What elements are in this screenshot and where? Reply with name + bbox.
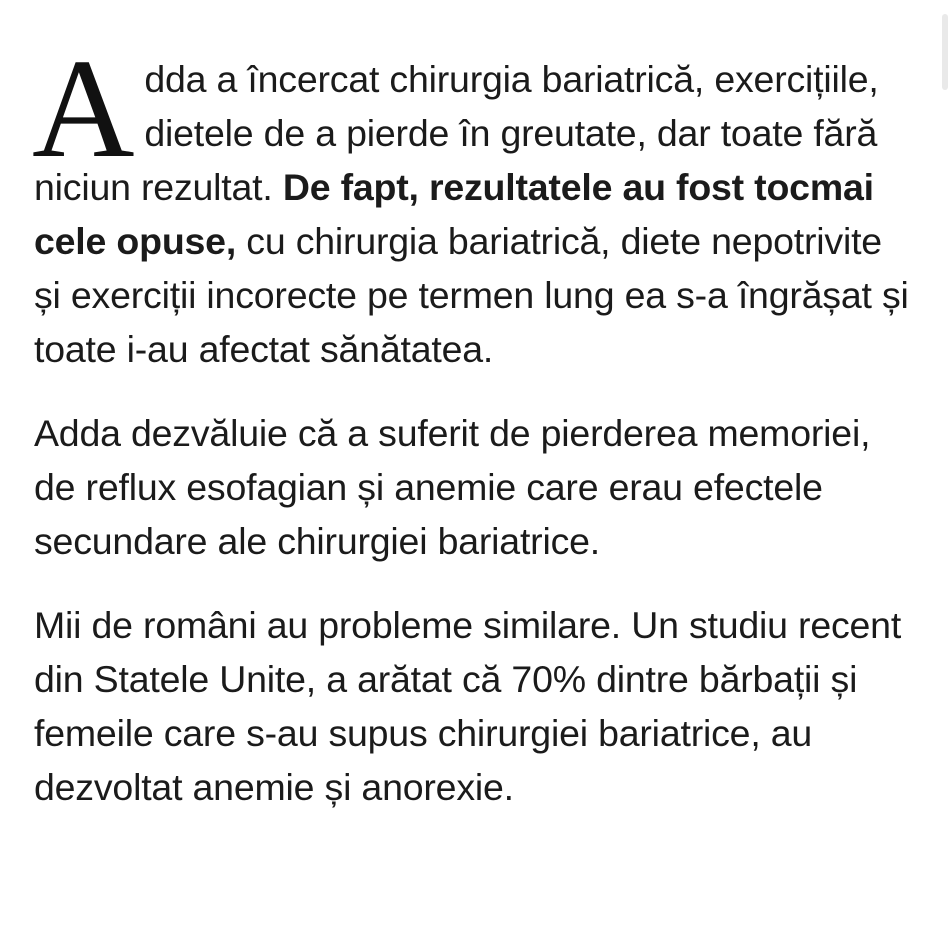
paragraph-2: Adda dezvăluie că a suferit de pierderea memoriei, de reflux esofagian și anemie care erau efectele secundare ale chirurgiei bariatrice.	[34, 412, 871, 562]
paragraph-3: Mii de români au probleme similare. Un studiu recent din Statele Unite, a arătat că 70% dintre bărbații și femeile care s-au supus chirurgiei bariatrice, au dezvoltat anemie și anorexie.	[34, 604, 902, 808]
paragraph-1-bold-text: De fapt, rezultatele au fost tocmai cele opuse,	[34, 166, 874, 262]
drop-cap: A	[32, 29, 135, 187]
scrollbar-thumb[interactable]	[942, 14, 948, 90]
scrollbar[interactable]	[940, 0, 950, 950]
article-body	[32, 29, 914, 844]
paragraph-1-text-end: cu chirurgia bariatrică, diete nepotrivite și exerciții incorecte pe termen lung ea s-a îngrășat și toate i-au afectat sănătatea.	[34, 220, 909, 370]
paragraph-1	[32, 29, 914, 376]
paragraph-1-text-start: dda a încercat chirurgia bariatrică, exercițiile, dietele de a pierde în greutate, dar toate fără niciun rezultat.	[34, 58, 879, 208]
